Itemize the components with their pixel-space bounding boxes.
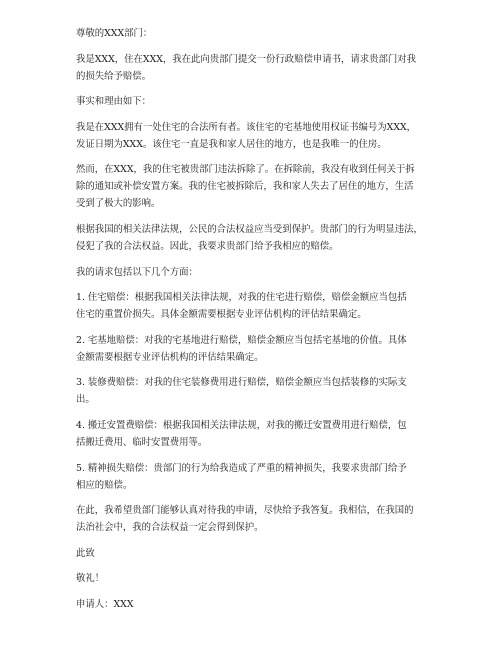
text-line: 侵犯了我的合法权益。因此，我要求贵部门给予我相应的赔偿。 (76, 240, 339, 252)
request-item-1 (76, 289, 436, 323)
text-line: 相应的赔偿。 (76, 479, 133, 491)
text-line: 在此，我希望贵部门能够认真对待我的申请，尽快给予我答复。我相信，在我国的 (76, 505, 414, 517)
text-line: 事实和理由如下： (76, 96, 152, 108)
text-line: 尊敬的XXX部门： (76, 28, 153, 39)
text-line: 此致 (76, 547, 95, 559)
text-line: 5. 精神损失赔偿：贵部门的行为给我造成了严重的精神损失，我要求贵部门给予 (76, 462, 407, 474)
applicant-signature (76, 596, 436, 613)
text-line: 我是XXX，住在XXX，我在此向贵部门提交一份行政赔偿申请书，请求贵部门对我 (76, 53, 417, 65)
letter-body (76, 25, 436, 622)
text-line: 发证日期为XXX。该住宅一直是我和家人居住的地方，也是我唯一的住房。 (76, 138, 387, 150)
intro-paragraph (76, 51, 436, 85)
text-line: 3. 装修费赔偿：对我的住宅装修费用进行赔偿，赔偿金额应当包括装修的实际支 (76, 377, 407, 389)
text-line: 除的通知或补偿安置方案。我的住宅被拆除后，我和家人失去了居住的地方，生活 (76, 181, 414, 193)
request-item-2 (76, 332, 436, 366)
request-item-3 (76, 374, 436, 408)
salutation (76, 25, 436, 42)
text-line: 住宅的重置价损失。具体金额需要根据专业评估机构的评估结果确定。 (76, 309, 367, 321)
text-line: 括搬迁费用、临时安置费用等。 (76, 436, 208, 448)
requests-heading (76, 264, 436, 281)
text-line: 法治社会中，我的合法权益一定会得到保护。 (76, 522, 264, 534)
text-line: 金额需要根据专业评估机构的评估结果确定。 (76, 351, 264, 363)
legal-basis-paragraph (76, 221, 436, 255)
text-line: 受到了极大的影响。 (76, 198, 161, 210)
text-line: 我是在XXX拥有一处住宅的合法所有者。该住宅的宅基地使用权证书编号为XXX， (76, 121, 417, 133)
demolition-paragraph (76, 161, 436, 212)
closing-phrase (76, 545, 436, 562)
closing-salute (76, 570, 436, 587)
text-line: 2. 宅基地赔偿：对我的宅基地进行赔偿，赔偿金额应当包括宅基地的价值。具体 (76, 334, 407, 346)
text-line: 根据我国的相关法律法规，公民的合法权益应当受到保护。贵部门的行为明显违法， (76, 223, 423, 235)
text-line: 的损失给予赔偿。 (76, 70, 152, 82)
ownership-paragraph (76, 119, 436, 153)
text-line: 我的请求包括以下几个方面： (76, 266, 198, 278)
text-line: 出。 (76, 394, 95, 406)
text-line: 然而，在XXX，我的住宅被贵部门违法拆除了。在拆除前，我没有收到任何关于拆 (76, 164, 415, 176)
facts-heading (76, 93, 436, 110)
text-line: 申请人：XXX (76, 598, 134, 610)
request-item-4 (76, 417, 436, 451)
text-line: 1. 住宅赔偿：根据我国相关法律法规，对我的住宅进行赔偿，赔偿金额应当包括 (76, 292, 407, 304)
text-line: 4. 搬迁安置费赔偿：根据我国相关法律法规，对我的搬迁安置费用进行赔偿，包 (76, 419, 407, 431)
request-item-5 (76, 460, 436, 494)
closing-paragraph (76, 502, 436, 536)
text-line: 敬礼！ (76, 573, 105, 585)
